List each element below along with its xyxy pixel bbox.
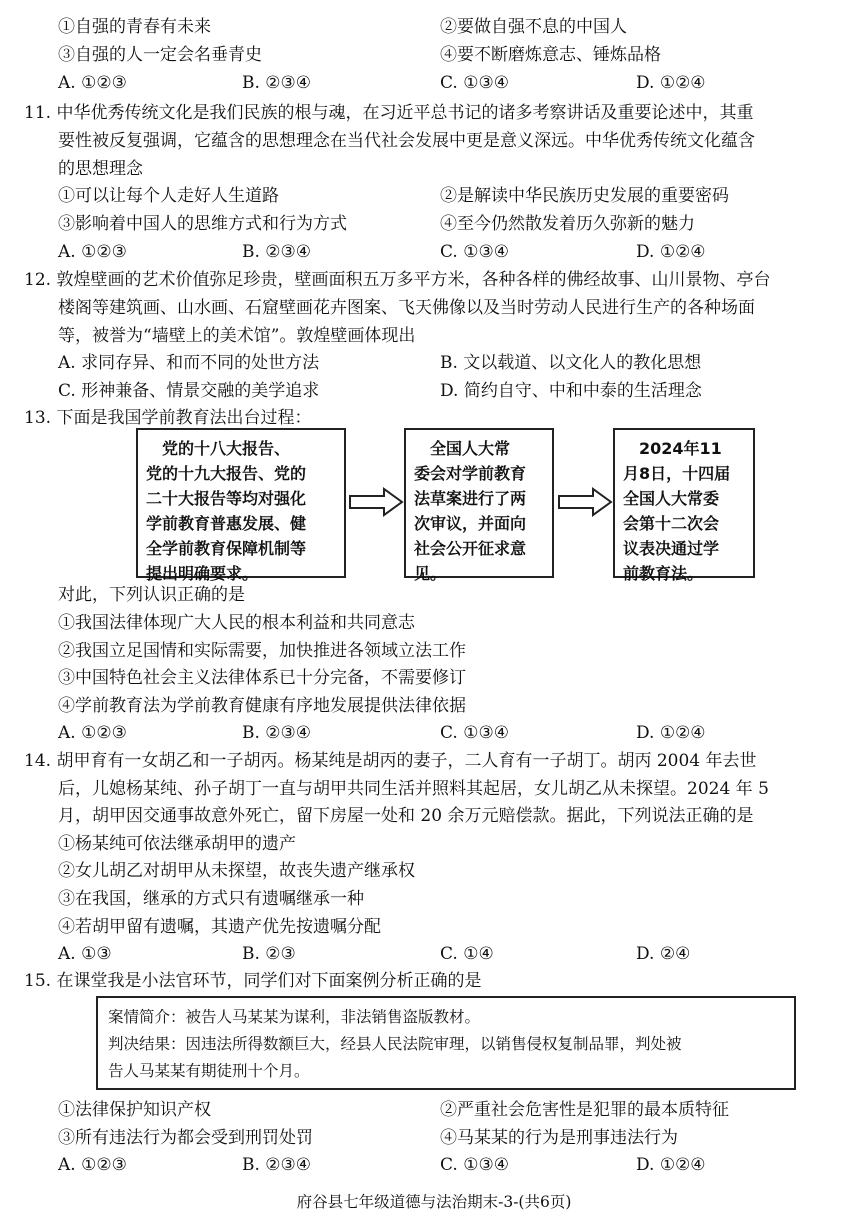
flow-box-1-line: 提出明确要求。: [146, 564, 259, 583]
q11-item-1: ①可以让每个人走好人生道路: [58, 186, 279, 206]
flow-box-3: [613, 428, 755, 583]
q14-item-3: ③在我国，继承的方式只有遗嘱继承一种: [58, 889, 364, 909]
q13-stem: 13. 下面是我国学前教育法出台过程：: [24, 408, 312, 428]
flow-box-3-line: 全国人大常委: [623, 489, 720, 508]
q13-option-d: D. ①②④: [636, 723, 706, 743]
flow-box-2-line: 次审议，并面向: [414, 514, 527, 533]
q10-item-4: ④要不断磨炼意志、锤炼品格: [440, 45, 661, 65]
q13-prompt: 对此，下列认识正确的是: [58, 585, 245, 605]
q12-option-c: C. 形神兼备、情景交融的美学追求: [58, 381, 320, 401]
q13-item-3: ③中国特色社会主义法律体系已十分完备，不需要修订: [58, 668, 466, 688]
q14-stem-line-3: 月，胡甲因交通事故意外死亡，留下房屋一处和 20 余万元赔偿款。据此，下列说法正确的是: [58, 806, 754, 826]
q13-item-1: ①我国法律体现广大人民的根本利益和共同意志: [58, 613, 415, 633]
q15-option-d: D. ①②④: [636, 1155, 706, 1175]
flow-box-3-line: 议表决通过学: [623, 539, 720, 558]
flow-box-3-line: 月8日，十四届: [623, 464, 731, 483]
case-box: [96, 996, 796, 1090]
q15-stem: 15. 在课堂我是小法官环节，同学们对下面案例分析正确的是: [24, 971, 482, 991]
q14-stem-line-1: 14. 胡甲育有一女胡乙和一子胡丙。杨某纯是胡丙的妻子，二人育有一子胡丁。胡丙 2004 年去世: [24, 751, 757, 771]
q11-option-a: A. ①②③: [58, 242, 127, 262]
flow-arrow-2: [557, 487, 613, 517]
flow-box-3-line: 前教育法。: [623, 564, 704, 583]
q10-option-c: C. ①③④: [440, 73, 509, 93]
q10-option-d: D. ①②④: [636, 73, 706, 93]
q15-option-a: A. ①②③: [58, 1155, 127, 1175]
q10-item-2: ②要做自强不息的中国人: [440, 17, 627, 37]
q15-option-b: B. ②③④: [242, 1155, 312, 1175]
flow-arrow-1: [348, 487, 404, 517]
q13-option-b: B. ②③④: [242, 723, 312, 743]
q11-stem-line-1: 11. 中华优秀传统文化是我们民族的根与魂，在习近平总书记的诸多考察讲话及重要论述中，其重: [24, 103, 754, 123]
q13-item-2: ②我国立足国情和实际需要，加快推进各领域立法工作: [58, 641, 466, 661]
q13-option-a: A. ①②③: [58, 723, 127, 743]
q12-option-b: B. 文以载道、以文化人的教化思想: [440, 353, 702, 373]
flow-box-1-line: 党的十八大报告、: [146, 439, 291, 458]
q11-option-d: D. ①②④: [636, 242, 706, 262]
flow-box-1-line: 二十大报告等均对强化: [146, 489, 307, 508]
flow-box-2-line: 委会对学前教育: [414, 464, 527, 483]
q11-item-3: ③影响着中国人的思维方式和行为方式: [58, 214, 347, 234]
q11-item-2: ②是解读中华民族历史发展的重要密码: [440, 186, 729, 206]
q10-item-3: ③自强的人一定会名垂青史: [58, 45, 262, 65]
q14-item-4: ④若胡甲留有遗嘱，其遗产优先按遗嘱分配: [58, 917, 381, 937]
flow-box-1: [136, 428, 346, 583]
page-footer: 府谷县七年级道德与法治期末-3-(共6页): [296, 1193, 572, 1211]
q15-option-c: C. ①③④: [440, 1155, 509, 1175]
q10-option-a: A. ①②③: [58, 73, 127, 93]
q14-stem-line-2: 后，儿媳杨某纯、孙子胡丁一直与胡甲共同生活并照料其起居，女儿胡乙从未探望。2024 年 5: [58, 779, 769, 799]
flow-box-1-line: 全学前教育保障机制等: [146, 539, 307, 558]
flow-box-3-line: 2024年11: [623, 439, 722, 458]
q15-item-1: ①法律保护知识产权: [58, 1100, 211, 1120]
q14-item-2: ②女儿胡乙对胡甲从未探望，故丧失遗产继承权: [58, 861, 415, 881]
q15-item-2: ②严重社会危害性是犯罪的最本质特征: [440, 1100, 729, 1120]
flow-box-2-line: 社会公开征求意: [414, 539, 527, 558]
flow-box-1-line: 党的十九大报告、党的: [146, 464, 307, 483]
flow-box-3-line: 会第十二次会: [623, 514, 720, 533]
case-verdict-line-1: 判决结果：因违法所得数额巨大，经县人民法院审理，以销售侵权复制品罪，判处被: [108, 1035, 682, 1053]
q11-option-b: B. ②③④: [242, 242, 312, 262]
flow-box-2-line: 法草案进行了两: [414, 489, 527, 508]
case-summary: 案情简介：被告人马某某为谋利，非法销售盗版教材。: [108, 1008, 481, 1026]
q14-item-1: ①杨某纯可依法继承胡甲的遗产: [58, 834, 296, 854]
q15-item-4: ④马某某的行为是刑事违法行为: [440, 1128, 678, 1148]
q11-stem-line-3: 的思想理念: [58, 159, 143, 179]
q12-option-a: A. 求同存异、和而不同的处世方法: [58, 353, 320, 373]
flow-box-2-line: 全国人大常: [414, 439, 511, 458]
q10-option-b: B. ②③④: [242, 73, 312, 93]
flow-box-2-line: 见。: [414, 564, 447, 583]
q14-option-d: D. ②④: [636, 944, 691, 964]
q11-option-c: C. ①③④: [440, 242, 509, 262]
q11-stem-line-2: 要性被反复强调，它蕴含的思想理念在当代社会发展中更是意义深远。中华优秀传统文化蕴含: [58, 131, 755, 151]
q14-option-b: B. ②③: [242, 944, 296, 964]
q13-option-c: C. ①③④: [440, 723, 509, 743]
flow-box-2: [404, 428, 554, 583]
q14-option-c: C. ①④: [440, 944, 494, 964]
case-verdict-line-2: 告人马某某有期徒刑十个月。: [108, 1062, 310, 1080]
q12-option-d: D. 简约自守、中和中泰的生活理念: [440, 381, 702, 401]
q14-option-a: A. ①③: [58, 944, 112, 964]
q12-stem-line-1: 12. 敦煌壁画的艺术价值弥足珍贵，壁画面积五万多平方米，各种各样的佛经故事、山川景物、亭台: [24, 270, 771, 290]
q12-stem-line-3: 等，被誉为“墙壁上的美术馆”。敦煌壁画体现出: [58, 326, 416, 346]
q11-item-4: ④至今仍然散发着历久弥新的魅力: [440, 214, 695, 234]
flow-box-1-line: 学前教育普惠发展、健: [146, 514, 307, 533]
q10-item-1: ①自强的青春有未来: [58, 17, 211, 37]
q13-item-4: ④学前教育法为学前教育健康有序地发展提供法律依据: [58, 696, 466, 716]
q12-stem-line-2: 楼阁等建筑画、山水画、石窟壁画花卉图案、飞天佛像以及当时劳动人民进行生产的各种场面: [58, 298, 755, 318]
q15-item-3: ③所有违法行为都会受到刑罚处罚: [58, 1128, 313, 1148]
